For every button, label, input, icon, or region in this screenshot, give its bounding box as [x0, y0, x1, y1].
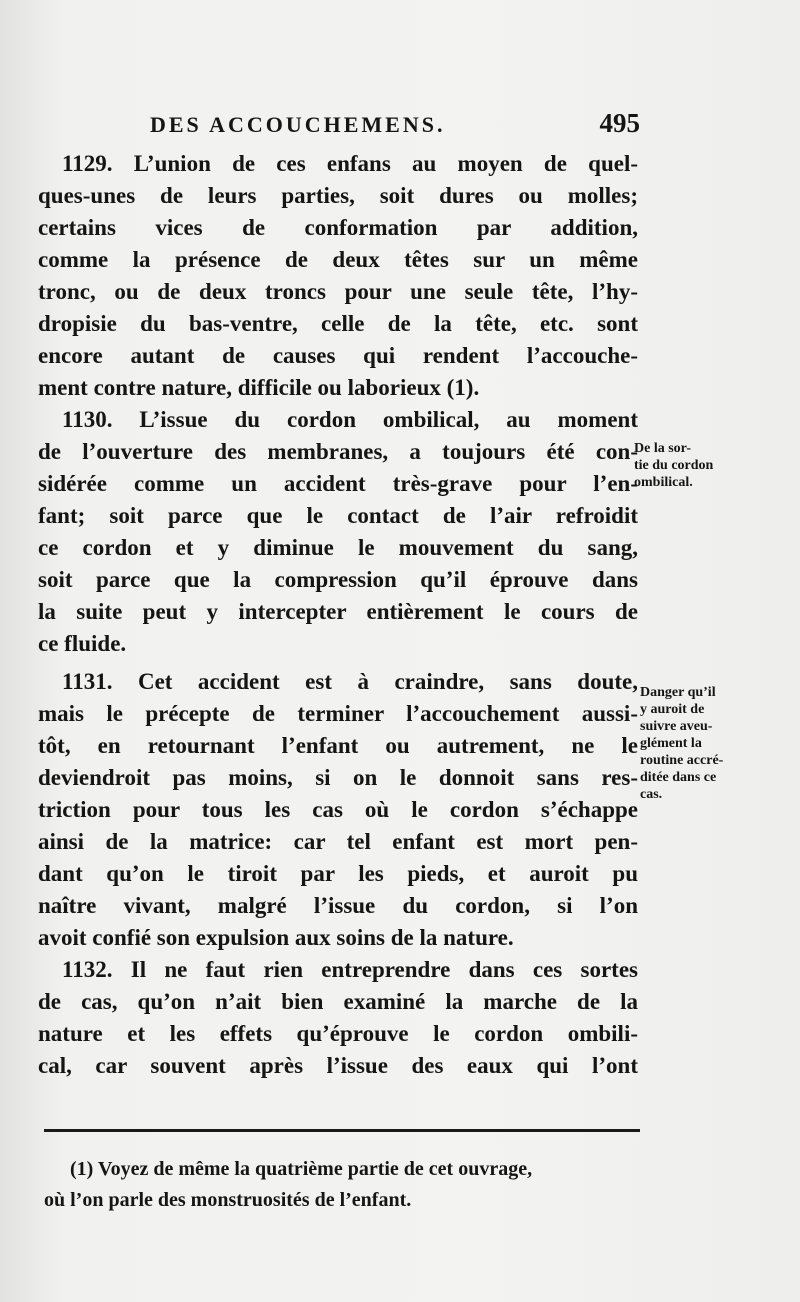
- text-line: 1131. Cet accident est à craindre, sans doute,: [62, 669, 638, 694]
- text-line: nature et les effets qu’éprouve le cordon ombili-: [38, 1021, 638, 1046]
- paragraph-1131: [38, 666, 638, 954]
- text-line: sidérée comme un accident très-grave pour l’en-: [38, 471, 638, 496]
- margin-note-line: Danger qu’il: [640, 685, 716, 700]
- text-line: encore autant de causes qui rendent l’accouche-: [38, 343, 638, 368]
- text-line: 1132. Il ne faut rien entreprendre dans ces sortes: [62, 957, 638, 982]
- margin-note-line: cas.: [640, 787, 663, 802]
- paragraph-1130: [38, 404, 638, 660]
- margin-note-cord: [634, 440, 754, 491]
- page-header: [150, 108, 640, 146]
- margin-note-danger: [640, 684, 760, 803]
- text-line: mais le précepte de terminer l’accouchement aussi-: [38, 701, 638, 726]
- text-line: cal, car souvent après l’issue des eaux qui l’ont: [38, 1053, 638, 1078]
- footnote: [44, 1154, 644, 1216]
- text-line: triction pour tous les cas où le cordon s’échappe: [38, 797, 638, 822]
- text-line: ce fluide.: [38, 631, 127, 656]
- page-number: 495: [599, 108, 640, 138]
- text-line: ce cordon et y diminue le mouvement du sang,: [38, 535, 638, 560]
- text-line: ques-unes de leurs parties, soit dures ou molles;: [38, 183, 638, 208]
- text-line: avoit confié son expulsion aux soins de la nature.: [38, 925, 514, 950]
- text-line: naître vivant, malgré l’issue du cordon, si l’on: [38, 893, 638, 918]
- text-line: certains vices de conformation par addition,: [38, 215, 638, 240]
- text-line: la suite peut y intercepter entièrement le cours de: [38, 599, 638, 624]
- margin-note-line: routine accré-: [640, 753, 724, 768]
- text-line: dant qu’on le tiroit par les pieds, et auroit pu: [38, 861, 638, 886]
- footnote-divider: [44, 1129, 640, 1132]
- footnote-line: où l’on parle des monstruosités de l’enfant.: [44, 1189, 412, 1211]
- margin-note-line: suivre aveu-: [640, 719, 713, 734]
- paragraph-1129: [38, 148, 638, 404]
- text-line: 1130. L’issue du cordon ombilical, au moment: [62, 407, 638, 432]
- text-line: tronc, ou de deux troncs pour une seule tête, l’hy-: [38, 279, 638, 304]
- text-line: dropisie du bas-ventre, celle de la tête, etc. sont: [38, 311, 638, 336]
- text-line: 1129. L’union de ces enfans au moyen de quel-: [62, 151, 638, 176]
- margin-note-line: ombilical.: [634, 475, 693, 490]
- margin-note-line: De la sor-: [634, 441, 692, 456]
- text-line: ainsi de la matrice: car tel enfant est mort pen-: [38, 829, 638, 854]
- text-line: fant; soit parce que le contact de l’air refroidit: [38, 503, 638, 528]
- text-line: comme la présence de deux têtes sur un même: [38, 247, 638, 272]
- margin-note-line: glément la: [640, 736, 702, 751]
- text-line: de cas, qu’on n’ait bien examiné la marche de la: [38, 989, 638, 1014]
- text-line: tôt, en retournant l’enfant ou autrement, ne le: [38, 733, 638, 758]
- main-text: [38, 148, 638, 1082]
- text-line: soit parce que la compression qu’il éprouve dans: [38, 567, 638, 592]
- text-line: ment contre nature, difficile ou laborieux (1).: [38, 375, 480, 400]
- running-head: DES ACCOUCHEMENS.: [150, 112, 446, 137]
- margin-note-line: y auroit de: [640, 702, 705, 717]
- text-line: de l’ouverture des membranes, a toujours été con-: [38, 439, 638, 464]
- margin-note-line: ditée dans ce: [640, 770, 717, 785]
- margin-note-line: tie du cordon: [634, 458, 714, 473]
- text-line: deviendroit pas moins, si on le donnoit sans res-: [38, 765, 638, 790]
- paragraph-1132: [38, 954, 638, 1082]
- footnote-line: (1) Voyez de même la quatrième partie de cet ouvrage,: [70, 1158, 533, 1180]
